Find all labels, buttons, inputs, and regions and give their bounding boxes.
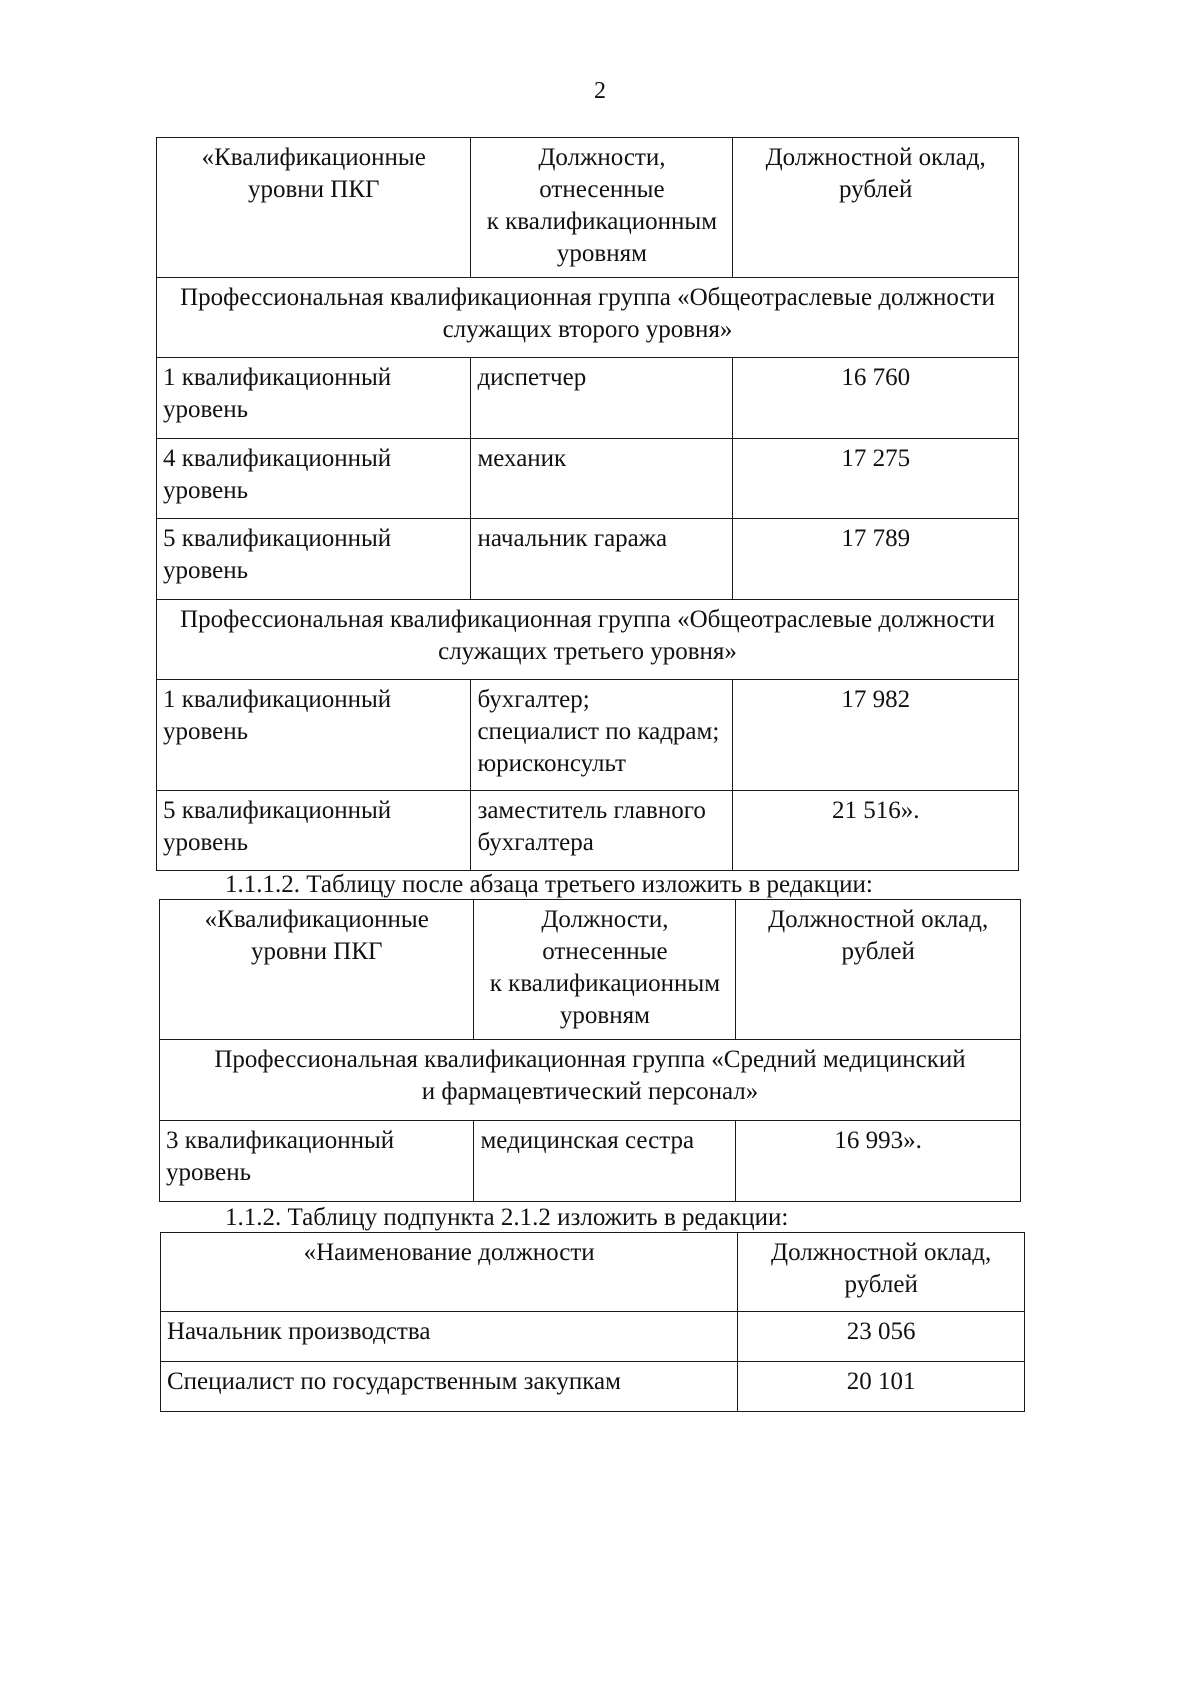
header-qual-levels: «Квалификационные уровни ПКГ [160,900,474,1040]
header-salary: Должностной оклад, рублей [738,1233,1025,1312]
positions-cell: механик [471,439,733,519]
group-row [160,1040,1021,1121]
table-row [157,680,1019,791]
salary-cell: 17 275 [733,439,1019,519]
positions-cell: медицинская сестра [474,1121,736,1202]
paragraph-1-1-1-2: 1.1.1.2. Таблицу после абзаца третьего изложить в редакции: [225,871,873,898]
level-cell: 5 квалификационный уровень [157,519,471,600]
table-header-row [157,138,1019,278]
table-row [161,1362,1025,1412]
table-row [157,791,1019,871]
level-cell: 4 квалификационный уровень [157,439,471,519]
group-title: Профессиональная квалификационная группа «Общеотраслевые должности служащих второго уровня» [157,278,1019,358]
salary-cell: 17 789 [733,519,1019,600]
group-title: Профессиональная квалификационная группа «Средний медицинский и фармацевтический персонал» [160,1040,1021,1121]
salary-cell: 21 516». [733,791,1019,871]
group-row [157,600,1019,680]
salary-table-general [156,137,1019,871]
salary-cell: 23 056 [738,1312,1025,1362]
level-cell: 1 квалификационный уровень [157,680,471,791]
position-name-cell: Специалист по государственным закупкам [161,1362,738,1412]
paragraph-1-1-2: 1.1.2. Таблицу подпункта 2.1.2 изложить в редакции: [225,1204,789,1231]
salary-cell: 16 760 [733,358,1019,439]
salary-table-positions [160,1232,1025,1412]
positions-cell: бухгалтер; специалист по кадрам; юрисконсульт [471,680,733,791]
header-positions: Должности, отнесенные к квалификационным уровням [474,900,736,1040]
table-row [157,519,1019,600]
level-cell: 3 квалификационный уровень [160,1121,474,1202]
group-title: Профессиональная квалификационная группа «Общеотраслевые должности служащих третьего уровня» [157,600,1019,680]
header-positions: Должности, отнесенные к квалификационным уровням [471,138,733,278]
header-qual-levels: «Квалификационные уровни ПКГ [157,138,471,278]
level-cell: 5 квалификационный уровень [157,791,471,871]
level-cell: 1 квалификационный уровень [157,358,471,439]
page-number: 2 [594,78,606,104]
position-name-cell: Начальник производства [161,1312,738,1362]
salary-cell: 20 101 [738,1362,1025,1412]
positions-cell: заместитель главного бухгалтера [471,791,733,871]
salary-cell: 16 993». [736,1121,1021,1202]
header-salary: Должностной оклад, рублей [736,900,1021,1040]
table-row [157,358,1019,439]
positions-cell: начальник гаража [471,519,733,600]
salary-cell: 17 982 [733,680,1019,791]
table-row [161,1312,1025,1362]
table-row [160,1121,1021,1202]
header-salary: Должностной оклад, рублей [733,138,1019,278]
table-row [157,439,1019,519]
salary-table-medical [159,899,1021,1202]
positions-cell: диспетчер [471,358,733,439]
header-position-name: «Наименование должности [161,1233,738,1312]
group-row [157,278,1019,358]
table-header-row [160,900,1021,1040]
table-header-row [161,1233,1025,1312]
